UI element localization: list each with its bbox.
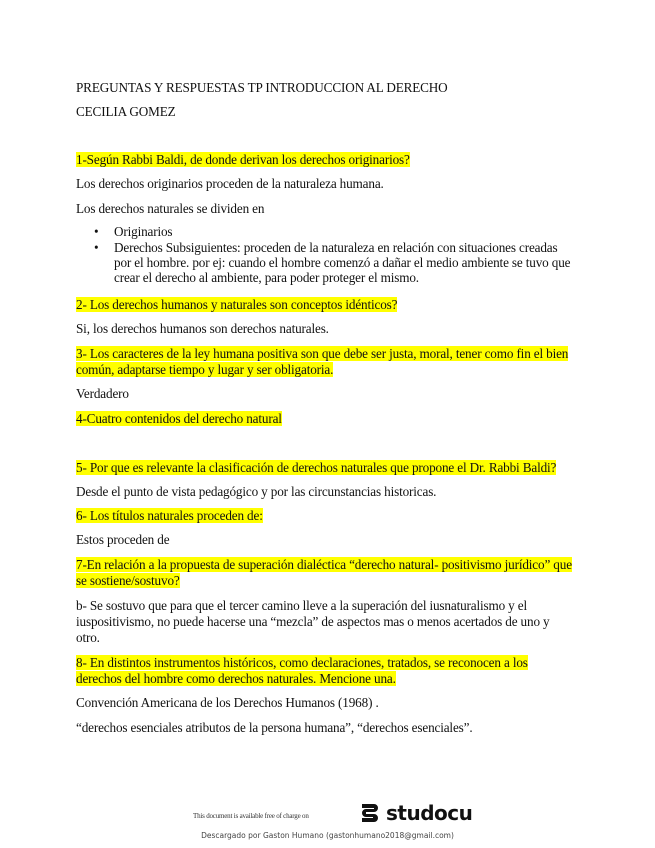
answer-6: Estos proceden de [76, 532, 170, 547]
question-8-line-1: 8- En distintos instrumentos históricos, como declaraciones, tratados, se reconocen a los [76, 655, 528, 670]
author-name: CECILIA GOMEZ [76, 104, 176, 119]
answer-8b: “derechos esenciales atributos de la persona humana”, “derechos esenciales”. [76, 720, 473, 735]
answer-3: Verdadero [76, 386, 129, 401]
available-free-text: This document is available free of charge on [193, 812, 309, 820]
question-3-line-2: común, adaptarse tiempo y lugar y ser obligatoria. [76, 362, 334, 377]
studocu-logo[interactable] [358, 801, 472, 825]
answer-1a: Los derechos originarios proceden de la naturaleza humana. [76, 176, 384, 191]
question-8-line-2: derechos del hombre como derechos naturales. Mencione una. [76, 671, 396, 686]
question-2: 2- Los derechos humanos y naturales son conceptos idénticos? [76, 297, 398, 312]
question-6: 6- Los títulos naturales proceden de: [76, 508, 263, 523]
answer-1b: Los derechos naturales se dividen en [76, 201, 265, 216]
question-5: 5- Por que es relevante la clasificación de derechos naturales que propone el Dr. Rabbi Baldi? [76, 460, 557, 475]
studocu-logo-icon [358, 801, 382, 825]
question-7-line-1: 7-En relación a la propuesta de superación dialéctica “derecho natural- positivismo jurídico” que [76, 557, 572, 572]
answer-7-line-1: b- Se sostuvo que para que el tercer camino lleve a la superación del iusnaturalismo y el [76, 598, 527, 613]
bullet-icon: • [94, 240, 99, 255]
answer-2: Si, los derechos humanos son derechos naturales. [76, 321, 329, 336]
studocu-brand: studocu [386, 801, 473, 825]
answer-7-line-3: otro. [76, 630, 100, 645]
document-title: PREGUNTAS Y RESPUESTAS TP INTRODUCCION AL DERECHO [76, 80, 448, 95]
answer-5: Desde el punto de vista pedagógico y por las circunstancias historicas. [76, 484, 437, 499]
answer-7-line-2: iuspositivismo, no puede hacerse una “mezcla” de aspectos mas o menos acertados de uno y [76, 614, 550, 629]
document-page: PREGUNTAS Y RESPUESTAS TP INTRODUCCION AL DERECHO CECILIA GOMEZ 1-Según Rabbi Baldi, de donde derivan los derechos originarios? Los derechos originarios proceden de la naturaleza humana. Los derechos naturales se dividen en • Originarios • Derechos Subsiguientes: proceden de la naturaleza en relación con situaciones creadas por el hombre. por ej: cuando el hombre comenzó a dañar el medio ambiente se tuvo que crear el derecho al ambiente, para poder proteger el mismo. 2- Los derechos humanos y naturales son conceptos idénticos? Si, los derechos humanos son derechos naturales. 3- Los caracteres de la ley humana positiva son que debe ser justa, moral, tener como fin el bien común, adaptarse tiempo y lugar y ser obligatoria. Verdadero 4-Cuatro contenidos del derecho natural 5- Por que es relevante la clasificación de derechos naturales que propone el Dr. Rabbi Baldi? Desde el punto de vista pedagógico y por las circunstancias historicas. 6- Los títulos naturales proceden de: Estos proceden de 7-En relación a la propuesta de superación dialéctica “derecho natural- positivismo jurídico” que se sostiene/sostuvo? b- Se sostuvo que para que el tercer camino lleve a la superación del iusnaturalismo y el iuspositivismo, no puede hacerse una “mezcla” de aspectos mas o menos acertados de uno y otro. 8- En distintos instrumentos históricos, como declaraciones, tratados, se reconocen a los derechos del hombre como derechos naturales. Mencione una. Convención Americana de los Derechos Humanos (1968) . “derechos esenciales atributos de la persona humana”, “derechos esenciales”. This document is available free of charge on studocu Descargado por Gaston Humano (gastonhumano2018@gmail.com) [0, 0, 655, 848]
answer-8a: Convención Americana de los Derechos Humanos (1968) . [76, 695, 379, 710]
question-7-line-2: se sostiene/sostuvo? [76, 573, 180, 588]
bullet-icon: • [94, 224, 99, 239]
downloaded-by-text: Descargado por Gaston Humano (gastonhumano2018@gmail.com) [201, 831, 454, 840]
question-1: 1-Según Rabbi Baldi, de donde derivan los derechos originarios? [76, 152, 410, 167]
question-4: 4-Cuatro contenidos del derecho natural [76, 411, 282, 426]
question-3-line-1: 3- Los caracteres de la ley humana positiva son que debe ser justa, moral, tener como fin el bien [76, 346, 569, 361]
